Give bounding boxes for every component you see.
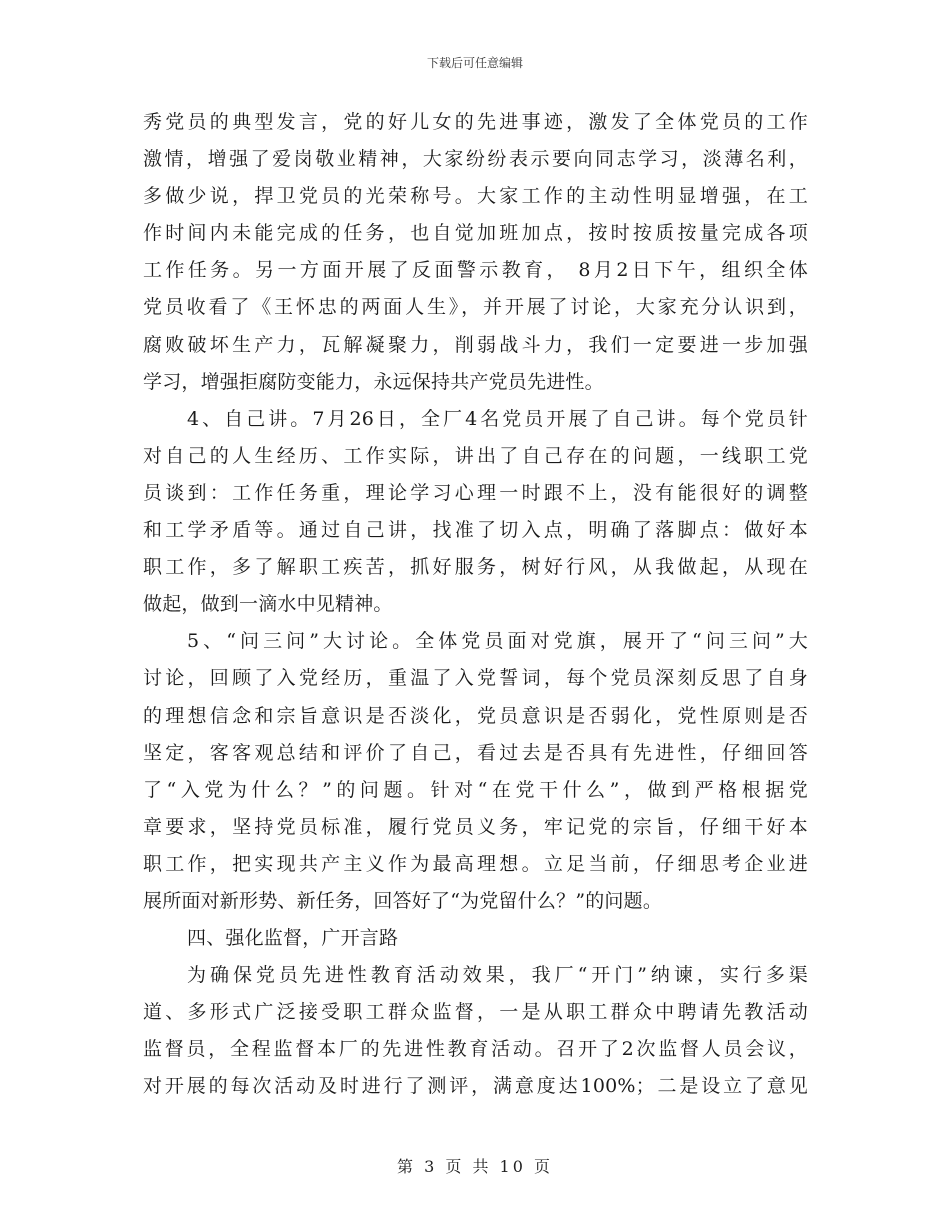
text-line: 展所面对新形势、新任务，回答好了“为党留什么？”的问题。	[143, 889, 663, 912]
text-line: 职工作，多了解职工疾苦，抓好服务，树好行风，从我做起，从现在	[143, 556, 808, 579]
paragraph-self-talk	[143, 401, 808, 624]
text-line: 做起，做到一滴水中见精神。	[143, 593, 393, 616]
text-line: 职工作，把实现共产主义作为最高理想。立足当前，仔细思考企业进	[143, 852, 808, 875]
text-line: 坚定，客客观总结和评价了自己，看过去是否具有先进性，仔细回答	[143, 741, 808, 764]
text-line: 5、“问三问”大讨论。全体党员面对党旗，展开了“问三问”大	[187, 630, 808, 653]
text-line: 腐败破坏生产力，瓦解凝聚力，削弱战斗力，我们一定要进一步加强	[143, 333, 808, 356]
text-line: 党员收看了《王怀忠的两面人生》，并开展了讨论，大家充分认识到，	[143, 296, 808, 319]
text-line: 对自己的人生经历、工作实际，讲出了自己存在的问题，一线职工党	[143, 444, 808, 467]
text-line: 章要求，坚持党员标准，履行党员义务，牢记党的宗旨，仔细干好本	[143, 815, 808, 838]
section-heading-text: 四、强化监督，广开言路	[187, 927, 399, 950]
section-heading	[143, 920, 808, 957]
text-line: 多做少说，捍卫党员的光荣称号。大家工作的主动性明显增强，在工	[143, 185, 808, 208]
text-line: 监督员，全程监督本厂的先进性教育活动。召开了2次监督人员会议，	[143, 1038, 808, 1061]
paragraph-supervision	[143, 957, 808, 1105]
text-line: 员谈到：工作任务重，理论学习心理一时跟不上，没有能很好的调整	[143, 481, 808, 504]
text-line: 4、自己讲。7月26日，全厂4名党员开展了自己讲。每个党员针	[187, 407, 808, 430]
text-line: 作时间内未能完成的任务，也自觉加班加点，按时按质按量完成各项	[143, 222, 808, 245]
text-line: 的理想信念和宗旨意识是否淡化，党员意识是否弱化，党性原则是否	[143, 704, 808, 727]
text-line: 讨论，回顾了入党经历，重温了入党誓词，每个党员深刻反思了自身	[143, 667, 808, 690]
text-line: 了“入党为什么？”的问题。针对“在党干什么”，做到严格根据党	[143, 778, 808, 801]
page-number-footer: 第 3 页 共 10 页	[397, 1157, 553, 1176]
paragraph-three-questions	[143, 623, 808, 920]
text-line: 学习，增强拒腐防变能力，永远保持共产党员先进性。	[143, 370, 604, 393]
text-line: 道、多形式广泛接受职工群众监督，一是从职工群众中聘请先教活动	[143, 1001, 808, 1024]
document-body	[143, 104, 808, 1106]
text-line: 为确保党员先进性教育活动效果，我厂“开门”纳谏，实行多渠	[187, 964, 808, 987]
paragraph-continuation	[143, 104, 808, 401]
page-header: 下载后可任意编辑	[426, 56, 523, 70]
text-line: 激情，增强了爱岗敬业精神，大家纷纷表示要向同志学习，淡薄名利，	[143, 148, 808, 171]
text-line: 工作任务。另一方面开展了反面警示教育， 8月2日下午，组织全体	[143, 259, 808, 282]
text-line: 和工学矛盾等。通过自己讲，找准了切入点，明确了落脚点：做好本	[143, 519, 808, 542]
text-line: 秀党员的典型发言，党的好儿女的先进事迹，激发了全体党员的工作	[143, 111, 808, 133]
text-line: 对开展的每次活动及时进行了测评，满意度达100%；二是设立了意见	[143, 1075, 808, 1098]
